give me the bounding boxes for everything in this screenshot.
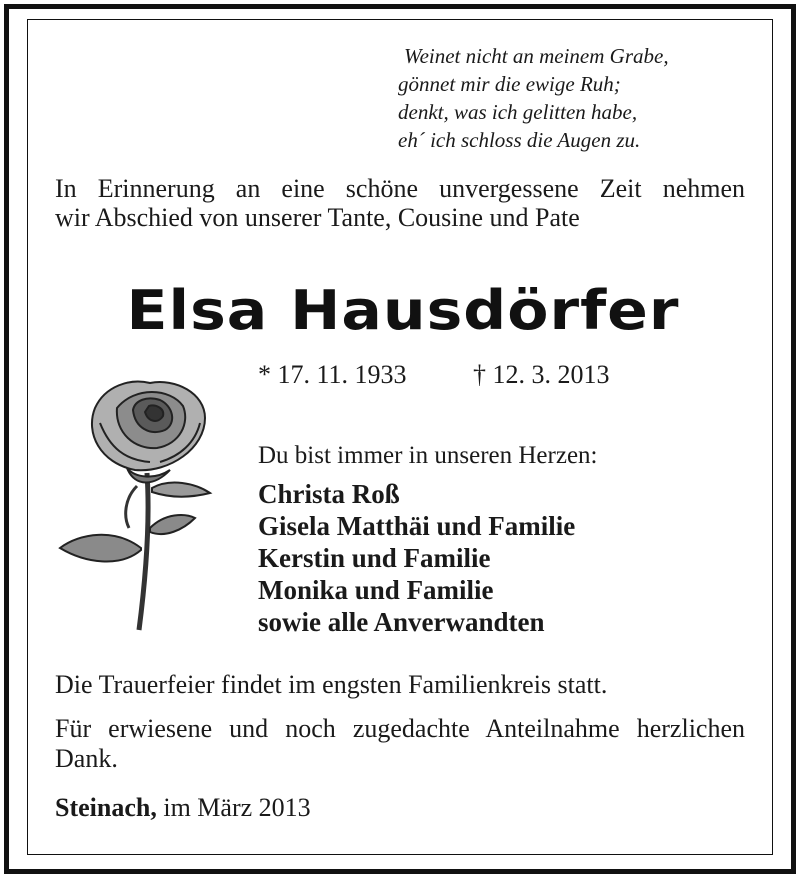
poem-line: gönnet mir die ewige Ruh; — [398, 72, 621, 96]
deceased-name: Elsa Hausdörfer — [126, 279, 680, 343]
mourner: Kerstin und Familie — [258, 543, 491, 573]
service-note: Die Trauerfeier findet im engsten Familienkreis statt. — [55, 670, 608, 699]
death-date: † 12. 3. 2013 — [473, 360, 610, 389]
poem-line: Weinet nicht an meinem Grabe, — [404, 44, 669, 68]
birth-date: * 17. 11. 1933 — [258, 360, 407, 389]
rose-icon — [55, 378, 220, 638]
thanks-line: Dank. — [55, 744, 118, 773]
place: Steinach, — [55, 793, 157, 822]
intro-text — [55, 174, 745, 232]
intro-line: wir Abschied von unserer Tante, Cousine und Pate — [55, 203, 580, 232]
thanks-text — [55, 714, 745, 774]
thanks-line: Für erwiesene und noch zugedachte Anteilnahme herzlichen — [55, 714, 745, 743]
poem-line: eh´ ich schloss die Augen zu. — [398, 128, 641, 152]
life-dates — [258, 360, 610, 390]
mourner: Christa Roß — [258, 479, 400, 509]
mourners-list — [258, 478, 575, 638]
place-date — [55, 793, 311, 823]
date: im März 2013 — [163, 793, 311, 822]
poem-line: denkt, was ich gelitten habe, — [398, 100, 638, 124]
mourner: Gisela Matthäi und Familie — [258, 511, 576, 541]
mourner: sowie alle Anverwandten — [258, 607, 545, 637]
heart-line: Du bist immer in unseren Herzen: — [258, 442, 598, 469]
mourner: Monika und Familie — [258, 575, 494, 605]
poem — [398, 42, 744, 154]
intro-line: In Erinnerung an eine schöne unvergessene Zeit nehmen — [55, 174, 745, 203]
